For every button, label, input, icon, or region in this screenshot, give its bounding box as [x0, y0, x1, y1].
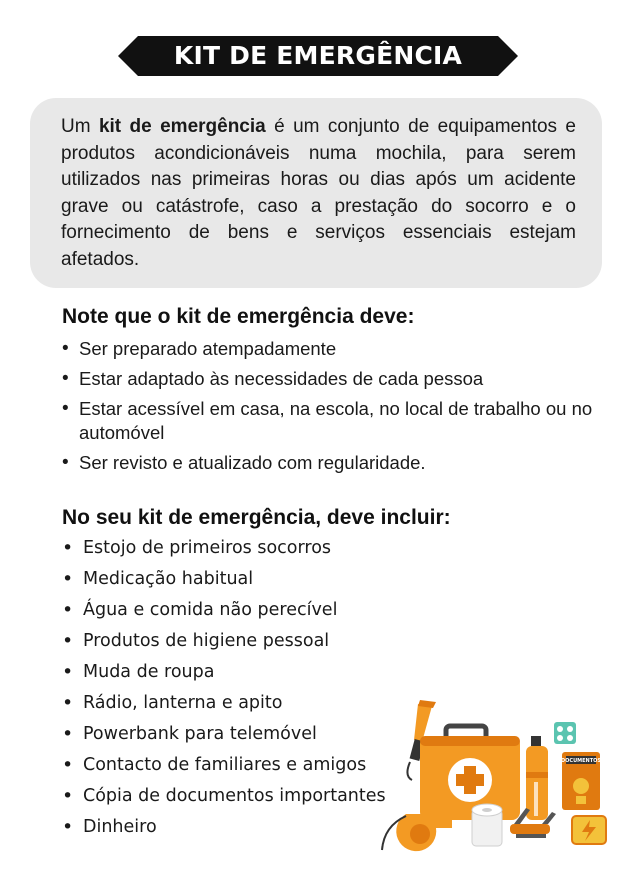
water-bottle-icon — [526, 736, 548, 820]
list-item: • Produtos de higiene pessoal — [62, 629, 422, 660]
medicine-pills-icon — [554, 722, 576, 744]
emergency-kit-illustration — [376, 696, 612, 869]
powerbank-icon — [572, 816, 606, 844]
intro-text-bold: kit de emergência — [98, 116, 266, 137]
list-item: • Muda de roupa — [62, 660, 422, 691]
requirements-list — [62, 337, 602, 481]
page-title: KIT DE EMERGÊNCIA — [173, 41, 463, 70]
intro-text-rest: é um conjunto de equipamentos e produtos acondicionáveis numa mochila, para serem utilizados nas primeiras horas ou dias após um acidente grave ou catástrofe, caso a prestação do socorro e o fornecimento de bens e serviços essenciais estejam afetados. — [61, 116, 576, 270]
section-heading-contents: No seu kit de emergência, deve incluir: — [62, 506, 451, 529]
list-item: • Água e comida não perecível — [62, 598, 422, 629]
list-item: • Rádio, lanterna e apito — [62, 691, 422, 722]
list-item: • Estar acessível em casa, na escola, no local de trabalho ou no automóvel — [62, 397, 602, 445]
list-item: • Medicação habitual — [62, 567, 422, 598]
documents-label: DOCUMENTOS — [561, 758, 601, 764]
list-item: • Estar adaptado às necessidades de cada pessoa — [62, 367, 602, 391]
documents-folder-icon — [561, 752, 601, 810]
list-item: • Powerbank para telemóvel — [62, 722, 422, 753]
list-item: • Estojo de primeiros socorros — [62, 536, 422, 567]
list-item: • Dinheiro — [62, 815, 422, 846]
list-item: • Ser preparado atempadamente — [62, 337, 602, 361]
first-aid-kit-icon — [420, 726, 520, 820]
list-item: • Ser revisto e atualizado com regularidade. — [62, 451, 602, 475]
intro-text-start: Um — [61, 116, 99, 137]
intro-box — [30, 98, 602, 288]
section-heading-requirements: Note que o kit de emergência deve: — [62, 305, 415, 328]
whistle-icon — [382, 814, 452, 851]
list-item: • Cópia de documentos importantes — [62, 784, 422, 815]
list-item: • Contacto de familiares e amigos — [62, 753, 422, 784]
toilet-paper-icon — [472, 804, 502, 846]
contents-list — [62, 536, 422, 846]
intro-paragraph — [61, 114, 576, 273]
title-banner — [118, 36, 518, 76]
